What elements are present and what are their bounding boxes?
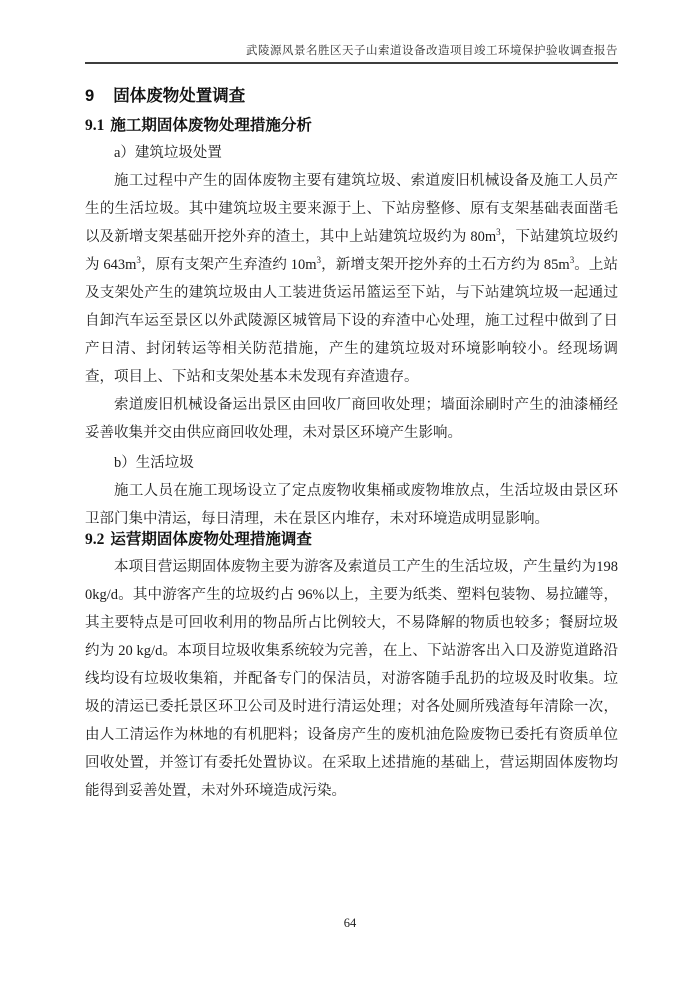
section-number: 9.2: [85, 531, 105, 548]
paragraph-construction-waste: 施工过程中产生的固体废物主要有建筑垃圾、索道废旧机械设备及施工人员产生的生活垃圾。其中建筑垃圾主要来源于上、下站房整修、原有支架基础表面凿毛以及新增支架基础开挖外弃的渣土，其中上站建筑垃圾约为 $80m^3$，下站建筑垃圾约为 $643m^3$，原有支架产生弃渣约 $10m^3$，新增支架开挖外弃的土石方约为 $85m^3$。上站及支架处产生的建筑垃圾由人工装进货运吊篮运至下站，与下站建筑垃圾一起通过自卸汽车运至景区以外武陵源区城管局下设的弃渣中心处理，施工过程中做到了日产日清、封闭转运等相关防范措施，产生的建筑垃圾对环境影响较小。经现场调查，项目上、下站和支架处基本未发现有弃渣遗存。: [85, 173, 619, 385]
paragraph-equipment-recycling: 索道废旧机械设备运出景区由回收厂商回收处理；墙面涂刷时产生的油漆桶经妥善收集并交由供应商回收处理，未对景区环境产生影响。: [85, 397, 618, 441]
paragraph-domestic-waste: 施工人员在施工现场设立了定点废物收集桶或废物堆放点，生活垃圾由景区环卫部门集中清运，每日清理，未在景区内堆存，未对环境造成明显影响。: [85, 483, 618, 527]
page-header: [85, 44, 618, 58]
list-item-b: b）生活垃圾: [114, 455, 194, 471]
section-heading-9: [85, 85, 618, 107]
document-body: [85, 63, 618, 805]
section-number: 9.1: [85, 117, 105, 134]
section-title: 固体废物处置调查: [113, 87, 246, 105]
section-heading-9-1: [85, 115, 618, 137]
paragraph-operation-waste: 本项目营运期固体废物主要为游客及索道员工产生的生活垃圾，产生量约为1980kg/d。其中游客产生的垃圾约占 96%以上，主要为纸类、塑料包装物、易拉罐等，其主要特点是可回收利用的物品所占比例较大，不易降解的物质也较多；餐厨垃圾约为 20 kg/d。本项目垃圾收集系统较为完善，在上、下站游客出入口及游览道路沿线均设有垃圾收集箱，并配备专门的保洁员，对游客随手乱扔的垃圾及时收集。垃圾的清运已委托景区环卫公司及时进行清运处理；对各处厕所残渣每年清除一次，由人工清运作为林地的有机肥料；设备房产生的废机油危险废物已委托有资质单位回收处置，并签订有委托处置协议。在采取上述措施的基础上，营运期固体废物均能得到妥善处置，未对外环境造成污染。: [85, 559, 618, 799]
section-title: 运营期固体废物处理措施调查: [110, 531, 312, 548]
list-item-a: a）建筑垃圾处置: [114, 145, 222, 161]
page-number: 64: [343, 916, 357, 930]
page-footer: [0, 916, 700, 931]
section-number: 9: [85, 87, 95, 105]
header-title: 武陵源风景名胜区天子山索道设备改造项目竣工环境保护验收调查报告: [246, 45, 618, 57]
section-title: 施工期固体废物处理措施分析: [110, 117, 312, 134]
